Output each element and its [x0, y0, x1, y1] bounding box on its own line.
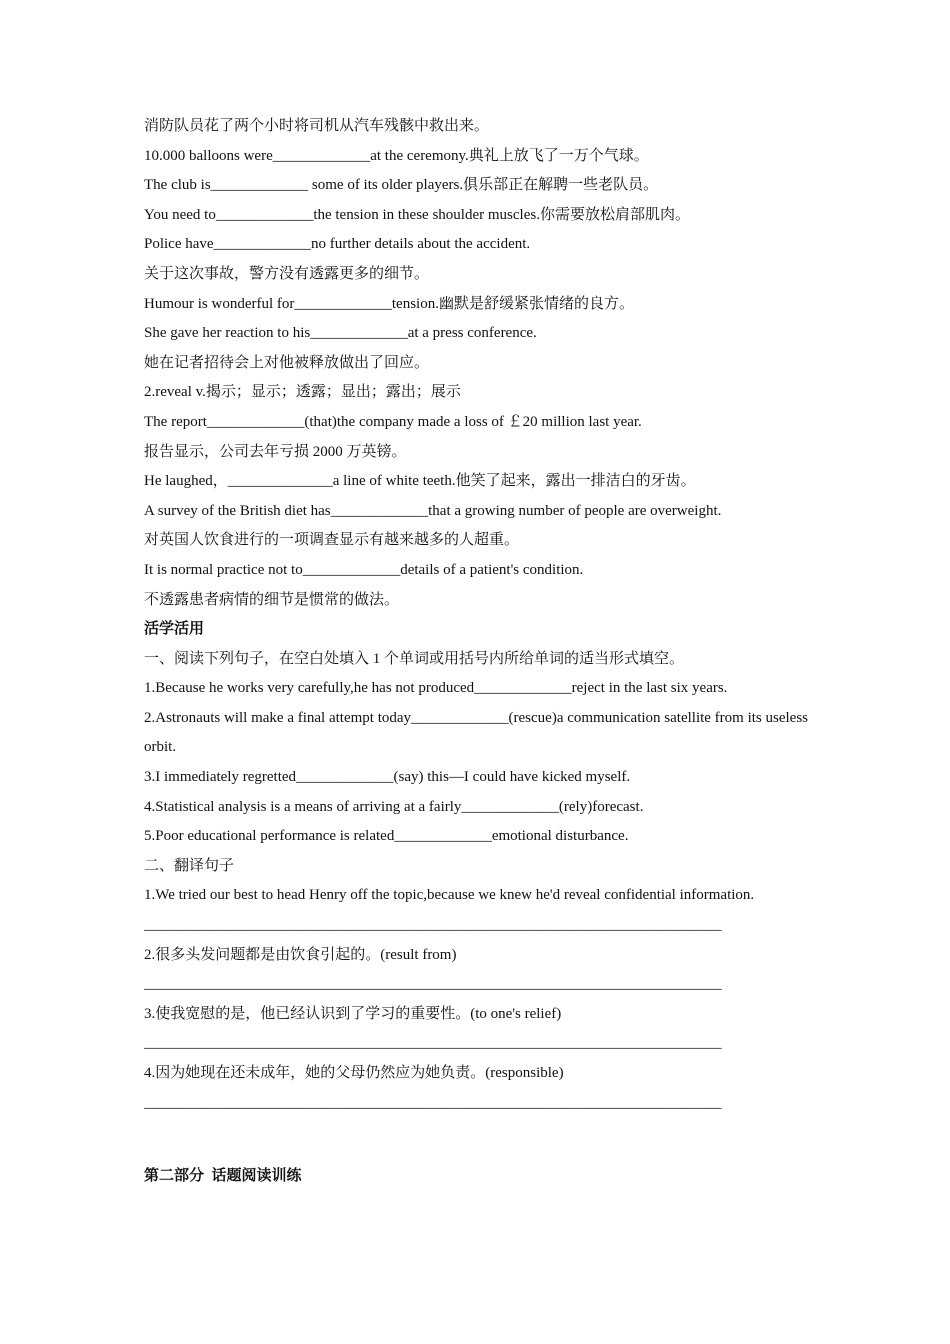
- fill-blank-item: 1.Because he works very carefully,he has not produced_____________reject in the last six years.: [144, 680, 728, 697]
- fill-blank-item: 3.I immediately regretted_____________(say) this—I could have kicked myself.: [144, 769, 631, 786]
- vocab-line: 关于这次事故，警方没有透露更多的细节。: [144, 265, 430, 282]
- vocab-line: 消防队员花了两个小时将司机从汽车残骸中救出来。: [144, 118, 490, 134]
- vocab-line: 报告显示，公司去年亏损 2000 万英镑。: [144, 443, 407, 460]
- practice-heading: 活学活用: [144, 621, 205, 638]
- translation-item: 1.We tried our best to head Henry off the topic,because we knew he'd reveal confidential information.: [144, 887, 755, 904]
- document-body: [144, 112, 824, 1192]
- vocab-line: She gave her reaction to his_____________at a press conference.: [144, 325, 537, 342]
- translation-item: 3.使我宽慰的是，他已经认识到了学习的重要性。(to one's relief): [144, 1005, 562, 1022]
- fill-blank-item: 4.Statistical analysis is a means of arriving at a fairly_____________(rely)forecast.: [144, 798, 644, 815]
- vocab-line: He laughed，______________a line of white teeth.他笑了起来，露出一排洁白的牙齿。: [144, 473, 696, 490]
- vocab-entry-reveal: 2.reveal v.揭示；显示；透露；显出；露出；展示: [144, 384, 461, 401]
- translation-item: 2.很多头发问题都是由饮食引起的。(result from): [144, 946, 457, 963]
- vocab-line: It is normal practice not to_____________details of a patient's condition.: [144, 561, 584, 578]
- part1-instruction: 一、阅读下列句子，在空白处填入 1 个单词或用括号内所给单词的适当形式填空。: [144, 650, 685, 667]
- vocab-line: 不透露患者病情的细节是惯常的做法。: [144, 591, 400, 608]
- answer-line: _____________________________________________________________________________: [144, 1035, 722, 1052]
- answer-line: _____________________________________________________________________________: [144, 1094, 722, 1111]
- translation-item: 4.因为她现在还未成年，她的父母仍然应为她负责。(responsible): [144, 1065, 564, 1081]
- part2-instruction: 二、翻译句子: [144, 857, 235, 874]
- answer-line: _____________________________________________________________________________: [144, 917, 722, 934]
- vocab-line: 对英国人饮食进行的一项调查显示有越来越多的人超重。: [144, 532, 520, 549]
- vocab-line: The club is_____________ some of its older players.俱乐部正在解聘一些老队员。: [144, 177, 659, 194]
- part-two-heading: 第二部分 话题阅读训练: [144, 1168, 302, 1185]
- section-gap: [144, 1118, 824, 1162]
- vocab-line: The report_____________(that)the company made a loss of ￡20 million last year.: [144, 413, 642, 430]
- answer-line: _____________________________________________________________________________: [144, 976, 722, 993]
- fill-blank-item: 5.Poor educational performance is related_____________emotional disturbance.: [144, 828, 629, 845]
- vocab-line: 10.000 balloons were_____________at the ceremony.典礼上放飞了一万个气球。: [144, 147, 649, 164]
- vocab-line: Police have_____________no further details about the accident.: [144, 236, 531, 253]
- vocab-line: Humour is wonderful for_____________tension.幽默是舒缓紧张情绪的良方。: [144, 295, 634, 312]
- fill-blank-item: 2.Astronauts will make a final attempt today_____________(rescue)a communication satellite from its useless orbit.: [144, 709, 809, 756]
- vocab-line: You need to_____________the tension in these shoulder muscles.你需要放松肩部肌肉。: [144, 206, 690, 223]
- vocab-section: [144, 112, 824, 615]
- practice-section: [144, 615, 824, 1118]
- vocab-line: A survey of the British diet has_____________that a growing number of people are overweight.: [144, 502, 722, 519]
- vocab-line: 她在记者招待会上对他被释放做出了回应。: [144, 354, 430, 371]
